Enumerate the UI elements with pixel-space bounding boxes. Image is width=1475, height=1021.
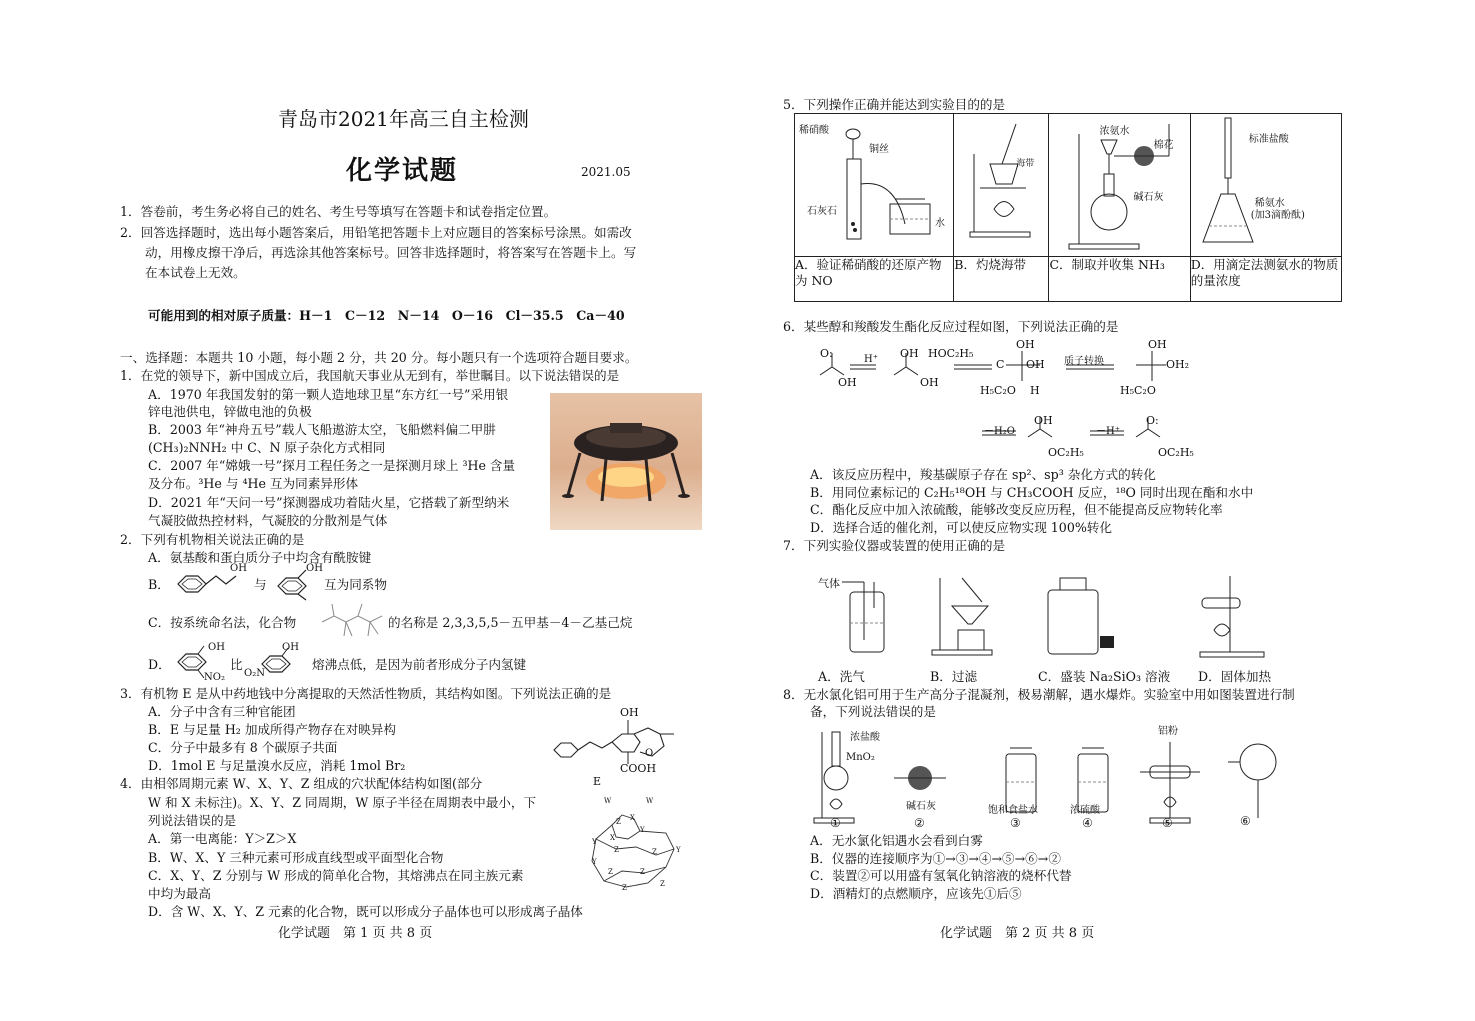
alkane-skeleton — [318, 600, 388, 644]
atom-label: Z — [652, 848, 657, 856]
no2-label: NO₂ — [204, 672, 225, 683]
subject-title: 化学试题 — [346, 156, 459, 186]
atom-label: W — [646, 797, 654, 805]
oh-label: OH — [306, 563, 323, 574]
oh-label: OH — [208, 642, 225, 653]
option-b-and: 与 — [254, 577, 267, 592]
cooh-label: COOH — [620, 762, 657, 775]
option-d-suffix: 熔沸点低，是因为前者形成分子内氢键 — [312, 657, 527, 672]
atom-label: Z — [614, 846, 619, 854]
instruction-line: 动，用橡皮擦干净后，再选涂其他答案标号。回答非选择题时，将答案写在答题卡上。写 — [145, 245, 637, 260]
option-d: D．酒精灯的点燃顺序，应该先①后⑤ — [810, 886, 1022, 901]
option-a: A．该反应历程中，羧基碳原子存在 sp²、sp³ 杂化方式的转化 — [810, 467, 1156, 482]
q5-caption-d: D．用滴定法测氨水的物质的量浓度 — [1190, 257, 1341, 302]
q5-figure-d: 标准盐酸 稀氨水 (加3滴酚酞) — [1190, 114, 1341, 257]
option-c-cont: 中均为最高 — [148, 886, 211, 901]
atom-label: Z — [616, 818, 621, 826]
question-stem-cont: 备，下列说法错误的是 — [810, 704, 936, 719]
question-stem: 2．下列有机物相关说法正确的是 — [120, 532, 305, 547]
oh-label: OH — [620, 706, 639, 719]
page-footer-left: 化学试题 第 1 页 共 8 页 — [278, 926, 433, 941]
option-d: D．1mol E 与足量溴水反应，消耗 1mol Br₂ — [148, 758, 406, 773]
figure-label: E — [593, 775, 602, 788]
q5-caption-c: C．制取并收集 NH₃ — [1049, 257, 1190, 302]
instruction-line: 1．答卷前，考生务必将自己的姓名、考生号等填写在答题卡和试卷指定位置。 — [120, 204, 557, 219]
option-a: A．第一电离能：Y＞Z＞X — [148, 831, 297, 846]
exam-date: 2021.05 — [581, 165, 631, 179]
question-stem: 4．由相邻周期元素 W、X、Y、Z 组成的穴状配体结构如图(部分 — [120, 776, 483, 791]
q5-figure-c: 浓氨水 棉花 碱石灰 — [1049, 114, 1190, 257]
q5-options-table — [794, 113, 1342, 302]
q5-figure-b: 海带 — [954, 114, 1049, 257]
ring-o-label: O — [645, 748, 654, 759]
lander-photo — [550, 393, 702, 530]
option-line: 气凝胶做热控材料，气凝胶的分散剂是气体 — [148, 513, 388, 528]
atom-label: Z — [608, 868, 613, 876]
atom-label: Y — [676, 846, 681, 854]
option-c: C．分子中最多有 8 个碳原子共面 — [148, 740, 338, 755]
q8-apparatus — [810, 722, 1290, 832]
page-footer-right: 化学试题 第 2 页 共 8 页 — [940, 926, 1095, 941]
option-b: B．过滤 — [930, 669, 978, 684]
question-stem: 6．某些醇和羧酸发生酯化反应过程如图，下列说法正确的是 — [783, 319, 1119, 334]
instruction-line: 2．回答选择题时，选出每小题答案后，用铅笔把答题卡上对应题目的答案标号涂黑。如需改 — [120, 225, 632, 240]
option-line: 及分布。³He 与 ⁴He 互为同素异形体 — [148, 476, 359, 491]
option-b: B．W、X、Y 三种元素可形成直线型或平面型化合物 — [148, 850, 444, 865]
option-line: D．2021 年“天问一号”探测器成功着陆火星，它搭载了新型纳米 — [148, 495, 510, 510]
option-a: A．洗气 — [818, 669, 865, 684]
question-stem: 7．下列实验仪器或装置的使用正确的是 — [783, 538, 1006, 553]
option-line: 锌电池供电，锌做电池的负极 — [148, 404, 312, 419]
option-c: C．盛装 Na₂SiO₃ 溶液 — [1038, 669, 1171, 684]
atom-label: Z — [622, 884, 627, 892]
q5-figure-a: 稀硝酸 铜丝 石灰石 水 — [795, 114, 954, 257]
option-d: D．含 W、X、Y、Z 元素的化合物，既可以形成分子晶体也可以形成离子晶体 — [148, 904, 583, 919]
atom-label: W — [604, 797, 612, 805]
question-stem: 列说法错误的是 — [148, 813, 237, 828]
atom-label: Y — [592, 858, 597, 866]
question-stem: 1．在党的领导下，新中国成立后，我国航天事业从无到有，举世瞩目。以下说法错误的是 — [120, 368, 620, 383]
option-a: A．无水氯化铝遇水会看到白雾 — [810, 833, 983, 848]
option-d: D．选择合适的催化剂，可以使反应物实现 100%转化 — [810, 520, 1112, 535]
atom-label: Y — [640, 826, 645, 834]
option-b-suffix: 互为同系物 — [324, 577, 387, 592]
question-stem: 5．下列操作正确并能达到实验目的的是 — [783, 97, 1006, 112]
option-d-label: D． — [148, 657, 171, 672]
section-heading: 一、选择题：本题共 10 小题，每小题 2 分，共 20 分。每小题只有一个选项符合题目要求。 — [120, 350, 638, 365]
cryptand-structure — [582, 795, 686, 895]
option-b-label: B． — [148, 577, 170, 592]
option-b: B．仪器的连接顺序为①→③→④→⑤→⑥→② — [810, 851, 1061, 866]
option-c-suffix: 的名称是 2,3,3,5,5－五甲基－4－乙基己烷 — [388, 615, 633, 630]
q5-caption-a: A．验证稀硝酸的还原产物为 NO — [795, 257, 954, 302]
option-line: B．2003 年“神舟五号”载人飞船遨游太空，飞船燃料偏二甲肼 — [148, 422, 496, 437]
option-d: D．固体加热 — [1198, 669, 1272, 684]
gas-label: 气体 — [818, 577, 840, 590]
option-line: C．2007 年“嫦娥一号”探月工程任务之一是探测月球上 ³He 含量 — [148, 458, 516, 473]
option-b: B．用同位素标记的 C₂H₅¹⁸OH 与 CH₃COOH 反应，¹⁸O 同时出现在酯和水中 — [810, 485, 1254, 500]
option-a: A．氨基酸和蛋白质分子中均含有酰胺键 — [148, 550, 372, 565]
oh-label: OH — [282, 642, 299, 653]
q5-caption-b: B．灼烧海带 — [954, 257, 1049, 302]
compound-e-structure — [548, 712, 688, 774]
instruction-line: 在本试卷上无效。 — [145, 265, 246, 280]
question-stem: 3．有机物 E 是从中药地钱中分离提取的天然活性物质，其结构如图。下列说法正确的是 — [120, 686, 612, 701]
option-a: A．分子中含有三种官能团 — [148, 704, 296, 719]
option-c: C．装置②可以用盛有氢氧化钠溶液的烧杯代替 — [810, 868, 1072, 883]
atom-label: X — [630, 814, 635, 822]
option-line: A．1970 年我国发射的第一颗人造地球卫星“东方红一号”采用银 — [148, 387, 509, 402]
atomic-masses: 可能用到的相对原子质量：H－1 C－12 N－14 O－16 Cl－35.5 Ca－40 — [148, 308, 625, 323]
option-c-prefix: C．按系统命名法，化合物 — [148, 615, 297, 630]
question-stem: W 和 X 未标注)。X、Y、Z 同周期，W 原子半径在周期表中最小，下 — [148, 795, 537, 810]
exam-title: 青岛市2021年高三自主检测 — [278, 107, 529, 131]
atom-label: Z — [640, 868, 645, 876]
atom-label: Y — [592, 838, 597, 846]
option-b: B．E 与足量 H₂ 加成所得产物存在对映异构 — [148, 722, 396, 737]
question-stem: 8．无水氯化铝可用于生产高分子混凝剂，极易潮解，遇水爆炸。实验室中用如图装置进行制 — [783, 687, 1295, 702]
atom-label: X — [610, 834, 615, 842]
option-c: C．X、Y、Z 分别与 W 形成的简单化合物，其熔沸点在同主族元素 — [148, 868, 524, 883]
option-d-than: 比 — [230, 657, 243, 672]
option-c: C．酯化反应中加入浓硫酸，能够改变反应历程，但不能提高反应物转化率 — [810, 502, 1223, 517]
option-line: (CH₃)₂NNH₂ 中 C、N 原子杂化方式相同 — [148, 440, 386, 455]
oh-label: OH — [230, 563, 247, 574]
atom-label: Z — [660, 880, 665, 888]
q7-apparatus — [812, 568, 1282, 662]
no2-label: O₂N — [244, 668, 265, 679]
